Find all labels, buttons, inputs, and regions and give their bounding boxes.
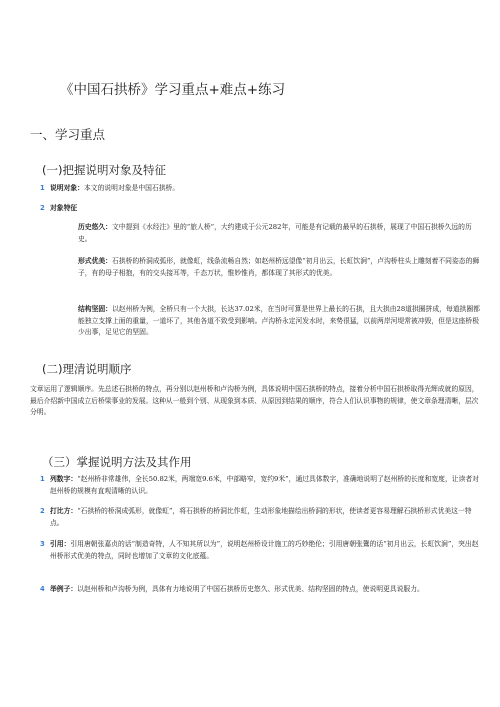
order-paragraph <box>30 384 482 419</box>
section-heading-key-points: 一、学习重点 <box>30 127 106 142</box>
item-label: 说明对象： <box>50 184 84 192</box>
feature-form <box>78 256 482 279</box>
item-label: 引用： <box>50 540 71 548</box>
feature-structure <box>78 304 482 339</box>
item-text: 本文的说明对象是中国石拱桥。 <box>83 184 180 192</box>
subsection-heading-methods: （三）掌握说明方法及其作用 <box>42 455 192 469</box>
feature-label: 结构坚固： <box>78 305 112 313</box>
list-item <box>40 539 482 562</box>
feature-text: 文中提到《水经注》里的“旅人桥”，大约建成于公元282年，可能是有记载的最早的石拱桥，展现了中国石拱桥久远的历史。 <box>78 223 472 243</box>
list-number: 1 <box>40 184 45 192</box>
feature-text: 石拱桥的桥洞成弧形，就像虹，线条流畅自然；如赵州桥远望像“初月出云，长虹饮涧”，卢沟桥柱头上雕刻着不同姿态的狮子，有的母子相抱，有的交头接耳等，千态万状，惟妙惟肖，都体现了其形式的优美。 <box>78 257 480 277</box>
subsection-heading-order: (二)理清说明顺序 <box>42 362 132 376</box>
feature-history <box>78 222 482 245</box>
list-number: 2 <box>40 204 45 212</box>
list-number: 2 <box>40 507 45 515</box>
list-item <box>40 584 482 596</box>
list-item <box>40 203 482 215</box>
list-item <box>40 474 482 497</box>
list-number: 1 <box>40 475 45 483</box>
feature-text: 以赵州桥为例，全桥只有一个大拱，长达37.02米，在当时可算是世界上最长的石拱，且大拱由28道拱圈拼成，每道拱圈都能独立支撑上面的重量，一道坏了，其他各道不致受到影响。卢沟桥永定河发水时，来势很猛，以前两岸河堤常被冲毁，但是这座桥极少出事，足见它的坚固。 <box>78 305 480 336</box>
feature-label: 形式优美： <box>78 257 112 265</box>
list-item <box>40 506 482 529</box>
item-text: “赵州桥非常雄伟，全长50.82米，两端宽9.6米，中部略窄，宽约9米”，通过具体数字，准确地说明了赵州桥的长度和宽度，让读者对赵州桥的规模有直观清晰的认识。 <box>50 475 479 495</box>
list-number: 3 <box>40 540 45 548</box>
item-text: 以赵州桥和卢沟桥为例，具体有力地说明了中国石拱桥历史悠久、形式优美、结构坚固的特点，使说明更具说服力。 <box>77 585 424 593</box>
item-label: 举例子： <box>50 585 78 593</box>
item-label: 打比方： <box>50 507 78 515</box>
feature-label: 历史悠久： <box>78 223 112 231</box>
document-title: 《中国石拱桥》学习重点+难点+练习 <box>60 82 286 98</box>
item-label: 对象特征 <box>50 204 78 212</box>
item-text: “石拱桥的桥洞成弧形，就像虹”，将石拱桥的桥洞比作虹，生动形象地描绘出桥洞的形状，使读者更容易理解石拱桥形式优美这一特点。 <box>50 507 472 527</box>
list-number: 4 <box>40 585 45 593</box>
item-label: 列数字： <box>50 475 78 483</box>
subsection-heading-object: (一)把握说明对象及特征 <box>42 163 166 177</box>
item-text: 引用唐朝张嘉贞的话“制造奇特，人不知其所以为”，说明赵州桥设计施工的巧妙绝伦；引用唐朝张鷟的话“初月出云，长虹饮涧”，突出赵州桥形式优美的特点，同时也增加了文章的文化底蕴。 <box>50 540 479 560</box>
list-item <box>40 183 482 195</box>
paragraph-text: 文章运用了逻辑顺序。先总述石拱桥的特点，再分别以赵州桥和卢沟桥为例，具体说明中国石拱桥的特点，接着分析中国石拱桥取得光辉成就的原因，最后介绍新中国成立后桥梁事业的发展。这种从一般到个别、从现象到本质、从原因到结果的顺序，符合人们认识事物的规律，使文章条理清晰，层次分明。 <box>30 385 479 416</box>
